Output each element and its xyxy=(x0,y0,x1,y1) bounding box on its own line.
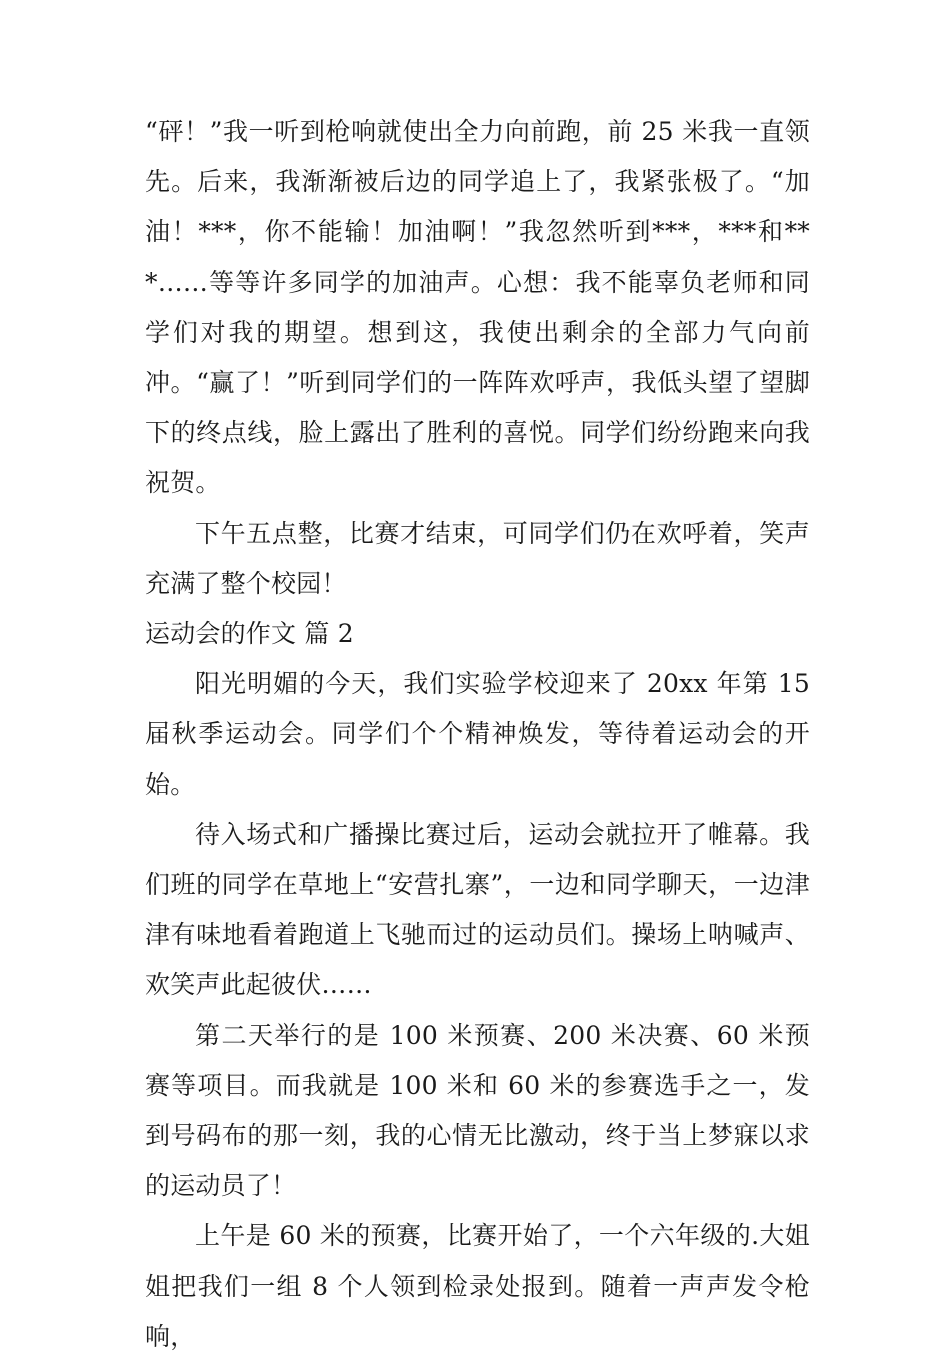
paragraph-race-end: 下午五点整，比赛才结束，可同学们仍在欢呼着，笑声充满了整个校园！ xyxy=(145,518,810,598)
document-body xyxy=(145,107,810,1362)
paragraph-second-day: 第二天举行的是 100 米预赛、200 米决赛、60 米预赛等项目。而我就是 100 米和 60 米的参赛选手之一，发到号码布的那一刻，我的心情无比激动，终于当上梦寐以求的运动员了！ xyxy=(145,1020,810,1201)
paragraph-morning-prelim: 上午是 60 米的预赛，比赛开始了，一个六年级的.大姐姐把我们一组 8 个人领到检录处报到。随着一声声发令枪响， xyxy=(145,1221,810,1351)
paragraph-race-story: “砰！”我一听到枪响就使出全力向前跑，前 25 米我一直领先。后来，我渐渐被后边的同学追上了，我紧张极了。“加油！***，你不能输！加油啊！”我忽然听到***，***和***……等等许多同学的加油声。心想：我不能辜负老师和同学们对我的期望。想到这，我使出剩余的全部力气向前冲。“赢了！”听到同学们的一阵阵欢呼声，我低头望了望脚下的终点线，脸上露出了胜利的喜悦。同学们纷纷跑来向我祝贺。 xyxy=(145,117,810,498)
paragraph-sports-meet-opening: 阳光明媚的今天，我们实验学校迎来了 20xx 年第 15 届秋季运动会。同学们个个精神焕发，等待着运动会的开始。 xyxy=(145,669,810,799)
paragraph-sports-meet-start: 待入场式和广播操比赛过后，运动会就拉开了帷幕。我们班的同学在草地上“安营扎寨”，一边和同学聊天，一边津津有味地看着跑道上飞驰而过的运动员们。操场上呐喊声、欢笑声此起彼伏…… xyxy=(145,819,810,1000)
section-heading: 运动会的作文 篇 2 xyxy=(145,619,354,649)
